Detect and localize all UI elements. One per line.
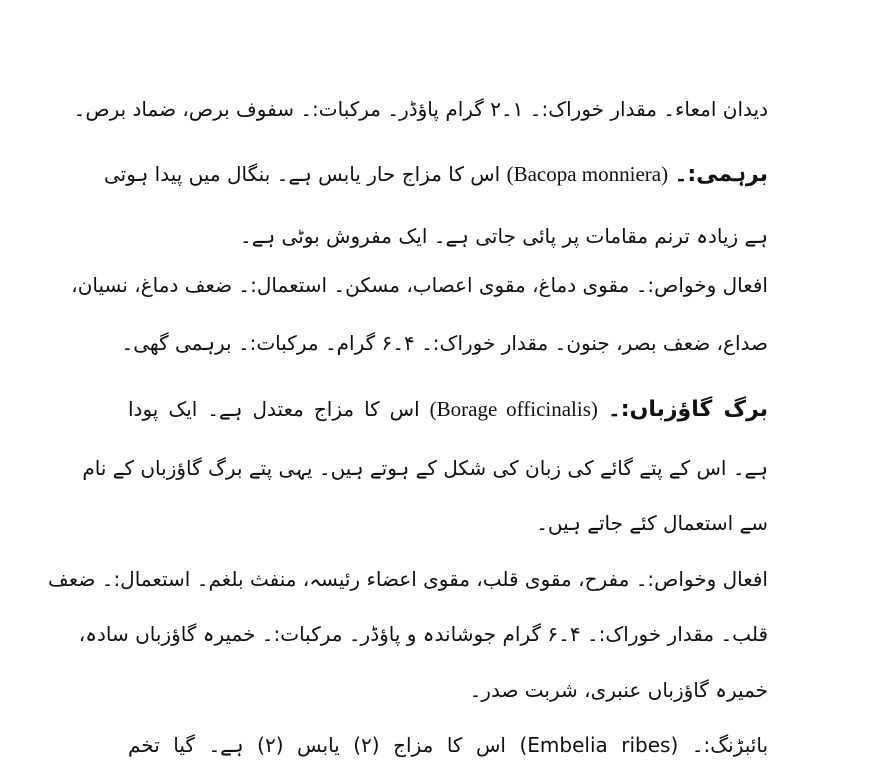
entry-heading-brahmi: برہمی:۔ [674, 162, 768, 187]
line-text: سے استعمال کئے جاتے ہیں۔ [536, 511, 768, 535]
line-text: قلب۔ مقدار خوراک:۔ ۴۔۶ گرام جوشاندہ و پاؤڈر۔ مرکبات:۔ خمیرہ گاؤزباں سادہ، [78, 622, 768, 646]
text-line-4 [71, 268, 768, 302]
entry-gaozaban-heading-line [128, 392, 768, 427]
line-text: ہے۔ اس کے پتے گائے کی زبان کی شکل کے ہوتے ہیں۔ یہی پتے برگ گاؤزباں کے نام [82, 456, 768, 480]
line-text: ہے زیادہ ترنم مقامات پر پائی جاتی ہے۔ ایک مفروش بوٹی ہے۔ [240, 224, 768, 248]
line-text: خمیرہ گاؤزباں عنبری، شربت صدر۔ [469, 678, 768, 702]
text-line-11 [128, 673, 768, 707]
text-line-7 [82, 451, 768, 485]
text-line-10 [78, 617, 768, 651]
line-text: اس کا مزاج حار یابس ہے۔ بنگال میں پیدا ہوتی [104, 162, 501, 186]
botanical-name: (Borage officinalis) [429, 397, 598, 421]
line-text: افعال وخواص:۔ مقوی دماغ، مقوی اعصاب، مسکن۔ استعمال:۔ ضعف دماغ، نسیان، [71, 273, 768, 297]
entry-brahmi-heading-line [104, 157, 768, 192]
text-line-9 [48, 562, 768, 596]
line-text: اس کا مزاج معتدل ہے۔ ایک پودا [128, 397, 420, 421]
line-text: افعال وخواص:۔ مفرح، مقوی قلب، مقوی اعضاء رئیسہ، منفث بلغم۔ استعمال:۔ ضعف [48, 567, 768, 591]
entry-heading-gaozaban: برگ گاؤزباں:۔ [607, 397, 769, 422]
line-text: صداع، ضعف بصر، جنون۔ مقدار خوراک:۔ ۴۔۶ گرام۔ مرکبات:۔ برہمی گھی۔ [121, 331, 768, 355]
text-line-8 [128, 506, 768, 540]
text-line-5 [121, 326, 768, 360]
line-text: دیدان امعاء۔ مقدار خوراک:۔ ۱۔۲ گرام پاؤڈر۔ مرکبات:۔ سفوف برص، ضماد برص۔ [73, 97, 768, 121]
text-line-12-cut-off [128, 728, 768, 762]
text-line-3 [128, 219, 768, 253]
text-line-1 [73, 92, 768, 126]
botanical-name: (Bacopa monniera) [506, 162, 669, 186]
line-text: بائبڑنگ:۔ (Embelia ribes) اس کا مزاج (۲) یابس (۲) ہے۔ گیا تخم [128, 733, 769, 757]
